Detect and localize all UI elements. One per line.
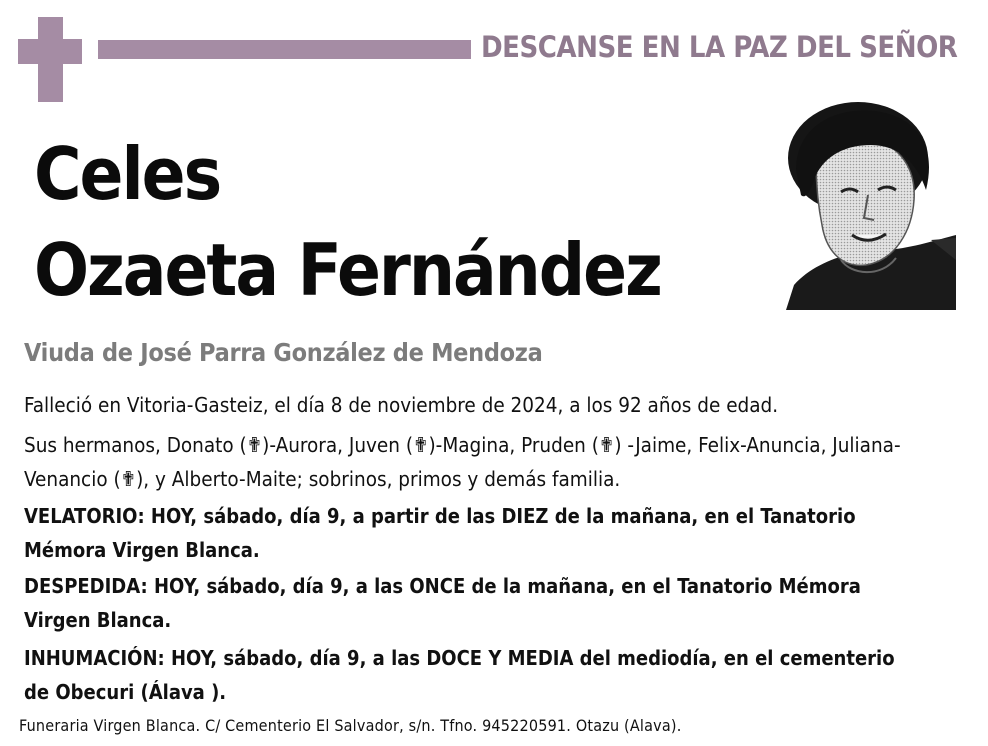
family-paragraph: Sus hermanos, Donato (✟)-Aurora, Juven (✟)-Magina, Pruden (✟) -Jaime, Felix-Anuncia, Juliana-Venancio (✟), y Alberto-Maite; sobrinos, primos y demás familia.: [24, 433, 901, 491]
death-notice-paragraph: Falleció en Vitoria-Gasteiz, el día 8 de noviembre de 2024, a los 92 años de edad.: [24, 393, 779, 417]
deceased-first-name: Celes: [34, 132, 221, 216]
header-rule: [98, 40, 471, 59]
funeral-home-footer: Funeraria Virgen Blanca. C/ Cementerio El Salvador, s/n. Tfno. 945220591. Otazu (Alava).: [19, 716, 682, 735]
velatorio-paragraph: VELATORIO: HOY, sábado, día 9, a partir de las DIEZ de la mañana, en el Tanatorio Mémora Virgen Blanca.: [24, 504, 856, 562]
widow-subtitle: Viuda de José Parra González de Mendoza: [24, 338, 543, 367]
deceased-last-name: Ozaeta Fernández: [34, 228, 661, 312]
despedida-paragraph: DESPEDIDA: HOY, sábado, día 9, a las ONCE de la mañana, en el Tanatorio Mémora Virgen Blanca.: [24, 574, 861, 632]
header-title: DESCANSE EN LA PAZ DEL SEÑOR: [481, 30, 958, 64]
inhumacion-paragraph: INHUMACIÓN: HOY, sábado, día 9, a las DOCE Y MEDIA del mediodía, en el cementerio de Obecuri (Álava ).: [24, 646, 895, 704]
portrait-photo: [786, 100, 956, 310]
cross-icon-horizontal: [18, 39, 82, 64]
